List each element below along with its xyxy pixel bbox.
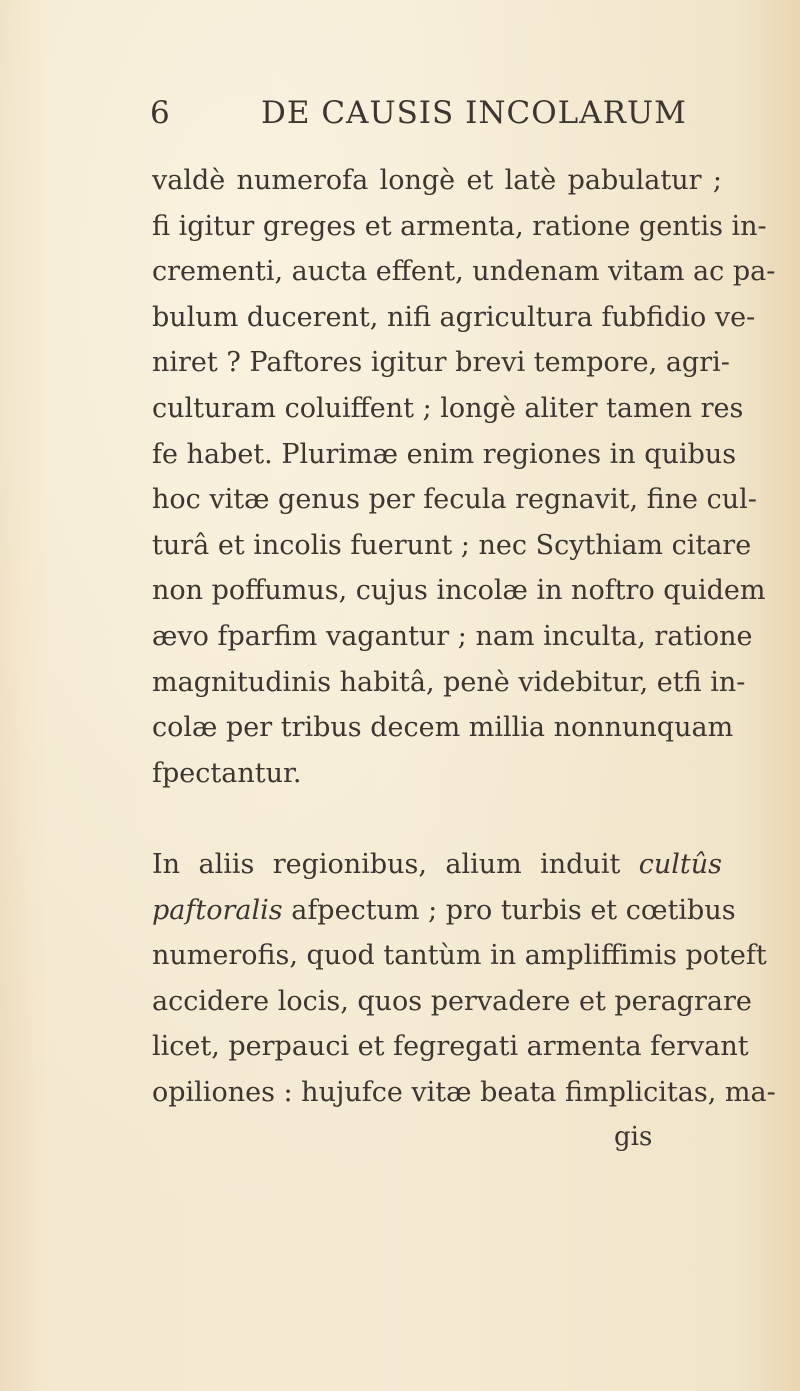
text-block (152, 158, 776, 1161)
text-line: opiliones : hujufce vitæ beata fimplicitas, ma- (152, 1076, 776, 1108)
text-run: In aliis regionibus, alium induit (152, 848, 621, 880)
text-line: fe habet. Plurimæ enim regiones in quibus (152, 438, 737, 470)
catchword: gis (614, 1122, 653, 1153)
text-line: non poffumus, cujus incolæ in noftro quidem (152, 575, 766, 607)
text-line: crementi, aucta effent, undenam vitam ac pa- (152, 256, 776, 288)
italic-term: cultûs (638, 848, 722, 880)
text-line: turâ et incolis fuerunt ; nec Scythiam citare (152, 529, 752, 561)
text-run: afpectum ; pro turbis et cœtibus (291, 894, 736, 926)
running-title: DE CAUSIS INCOLARUM (261, 95, 687, 131)
text-line: accidere locis, quos pervadere et peragrare (152, 985, 752, 1017)
italic-term: paftoralis (152, 894, 283, 926)
text-line (152, 888, 736, 934)
running-head (150, 95, 710, 135)
text-line: fi igitur greges et armenta, ratione gentis in- (152, 210, 767, 242)
text-line: licet, perpauci et fegregati armenta fervant (152, 1031, 749, 1063)
text-line: bulum ducerent, nifi agricultura fubfidio ve- (152, 301, 756, 333)
paragraph-gap (152, 796, 722, 842)
text-line: culturam coluiffent ; longè aliter tamen res (152, 392, 744, 424)
text-line: magnitudinis habitâ, penè videbitur, etfi in- (152, 666, 746, 698)
text-line: fpectantur. (152, 757, 302, 789)
text-line: numerofis, quod tantùm in ampliffimis poteft (152, 940, 767, 972)
text-line: hoc vitæ genus per fecula regnavit, fine cul- (152, 484, 757, 516)
text-line: niret ? Paftores igitur brevi tempore, agri- (152, 347, 730, 379)
text-line: colæ per tribus decem millia nonnunquam (152, 712, 734, 744)
paragraph-2 (152, 842, 776, 1116)
page-number: 6 (150, 95, 171, 131)
text-line: valdè numerofa longè et latè pabulatur ; (152, 165, 722, 196)
text-line (152, 842, 722, 888)
text-line: ævo fparfim vagantur ; nam inculta, ratione (152, 620, 753, 652)
paragraph-1 (152, 158, 776, 796)
